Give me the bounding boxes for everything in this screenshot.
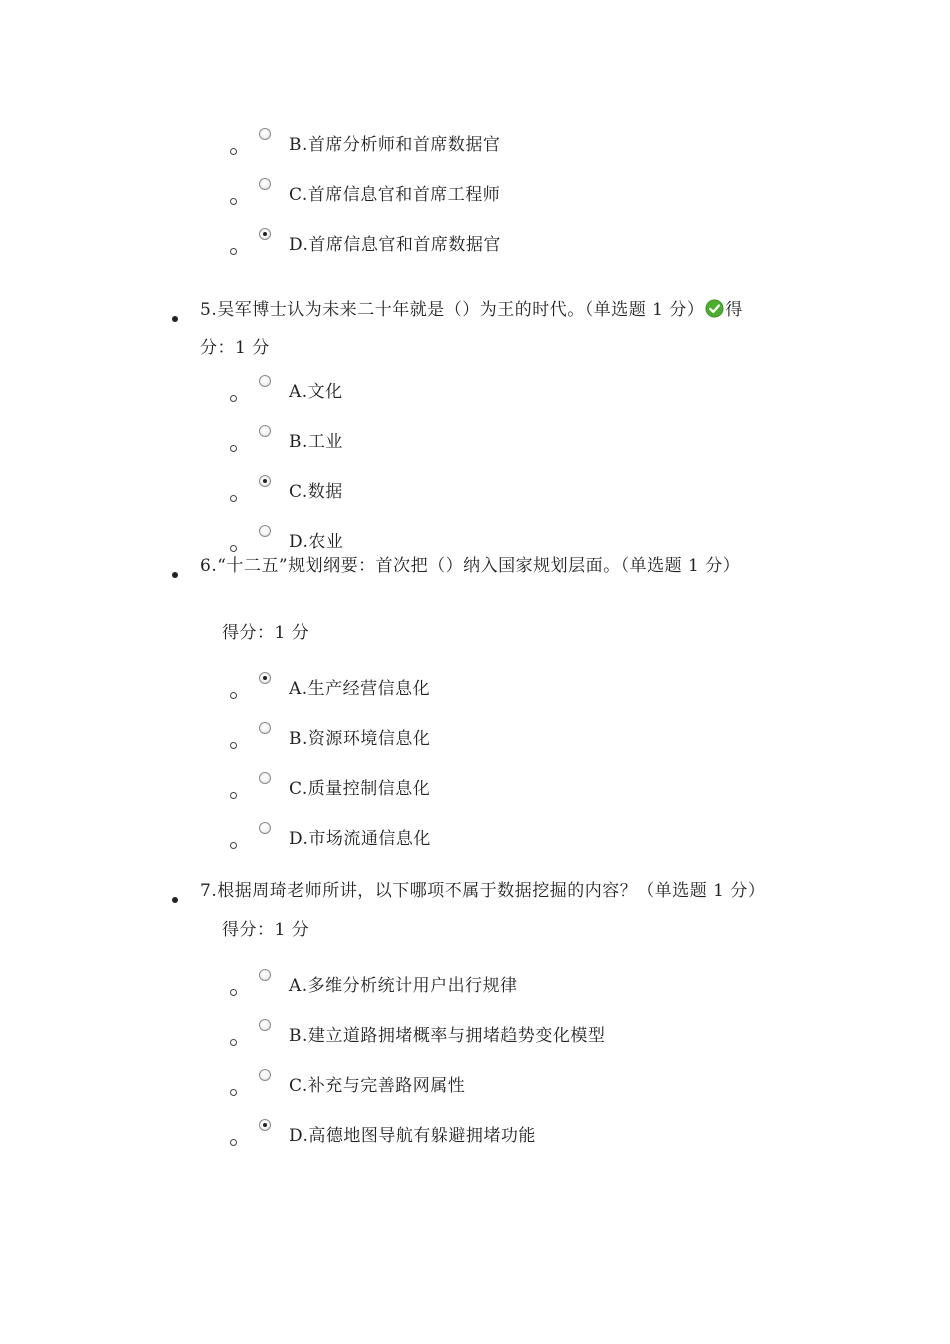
option-label: A.文化 (289, 382, 343, 402)
option-label: D.农业 (289, 532, 344, 552)
option-bullet (230, 198, 237, 205)
option-bullet (230, 1039, 237, 1046)
option-bullet (230, 148, 237, 155)
question-text (200, 292, 743, 329)
option-label: C.补充与完善路网属性 (289, 1076, 466, 1096)
option-label: D.市场流通信息化 (289, 829, 431, 849)
option-bullet (230, 495, 237, 502)
option-bullet (230, 1139, 237, 1146)
option-bullet (230, 742, 237, 749)
radio-q7-a[interactable] (259, 969, 271, 981)
radio-q7-c[interactable] (259, 1069, 271, 1081)
radio-q6-b[interactable] (259, 722, 271, 734)
radio-q5-b[interactable] (259, 425, 271, 437)
score-text: 分：1 分 (200, 338, 270, 358)
question-bullet (172, 897, 178, 903)
option-bullet (230, 692, 237, 699)
option-label: C.数据 (289, 482, 343, 502)
option-label: A.生产经营信息化 (289, 679, 431, 699)
radio-q6-c[interactable] (259, 772, 271, 784)
radio-q7-d[interactable] (259, 1119, 271, 1131)
option-label: B.工业 (289, 432, 343, 452)
question-text: 6.“十二五”规划纲要：首次把（）纳入国家规划层面。（单选题 1 分） (200, 556, 741, 576)
option-label: C.质量控制信息化 (289, 779, 431, 799)
option-label: A.多维分析统计用户出行规律 (289, 976, 518, 996)
radio-q5-c[interactable] (259, 475, 271, 487)
score-prefix: 得 (725, 300, 743, 320)
radio-selected-dot (263, 1123, 267, 1127)
option-label: B.资源环境信息化 (289, 729, 431, 749)
option-bullet (230, 248, 237, 255)
option-label: C.首席信息官和首席工程师 (289, 185, 501, 205)
option-bullet (230, 1089, 237, 1096)
score-text: 得分：1 分 (222, 623, 310, 643)
radio-selected-dot (263, 676, 267, 680)
option-bullet (230, 792, 237, 799)
option-bullet (230, 445, 237, 452)
radio-q4-d[interactable] (259, 228, 271, 240)
question-bullet (172, 316, 178, 322)
option-bullet (230, 842, 237, 849)
radio-q5-d[interactable] (259, 525, 271, 537)
radio-q4-b[interactable] (259, 128, 271, 140)
score-text: 得分：1 分 (222, 920, 310, 940)
option-bullet (230, 395, 237, 402)
radio-q7-b[interactable] (259, 1019, 271, 1031)
radio-q4-c[interactable] (259, 178, 271, 190)
radio-q5-a[interactable] (259, 375, 271, 387)
radio-selected-dot (263, 479, 267, 483)
option-bullet (230, 989, 237, 996)
option-label: B.首席分析师和首席数据官 (289, 135, 501, 155)
radio-selected-dot (263, 232, 267, 236)
option-label: D.高德地图导航有躲避拥堵功能 (289, 1126, 536, 1146)
question-prompt: 5.吴军博士认为未来二十年就是（）为王的时代。（单选题 1 分） (200, 300, 705, 320)
question-text: 7.根据周琦老师所讲，以下哪项不属于数据挖掘的内容？（单选题 1 分） (200, 881, 766, 901)
option-label: B.建立道路拥堵概率与拥堵趋势变化模型 (289, 1026, 606, 1046)
check-circle-icon (705, 299, 724, 318)
option-label: D.首席信息官和首席数据官 (289, 235, 501, 255)
question-bullet (172, 572, 178, 578)
radio-q6-a[interactable] (259, 672, 271, 684)
radio-q6-d[interactable] (259, 822, 271, 834)
